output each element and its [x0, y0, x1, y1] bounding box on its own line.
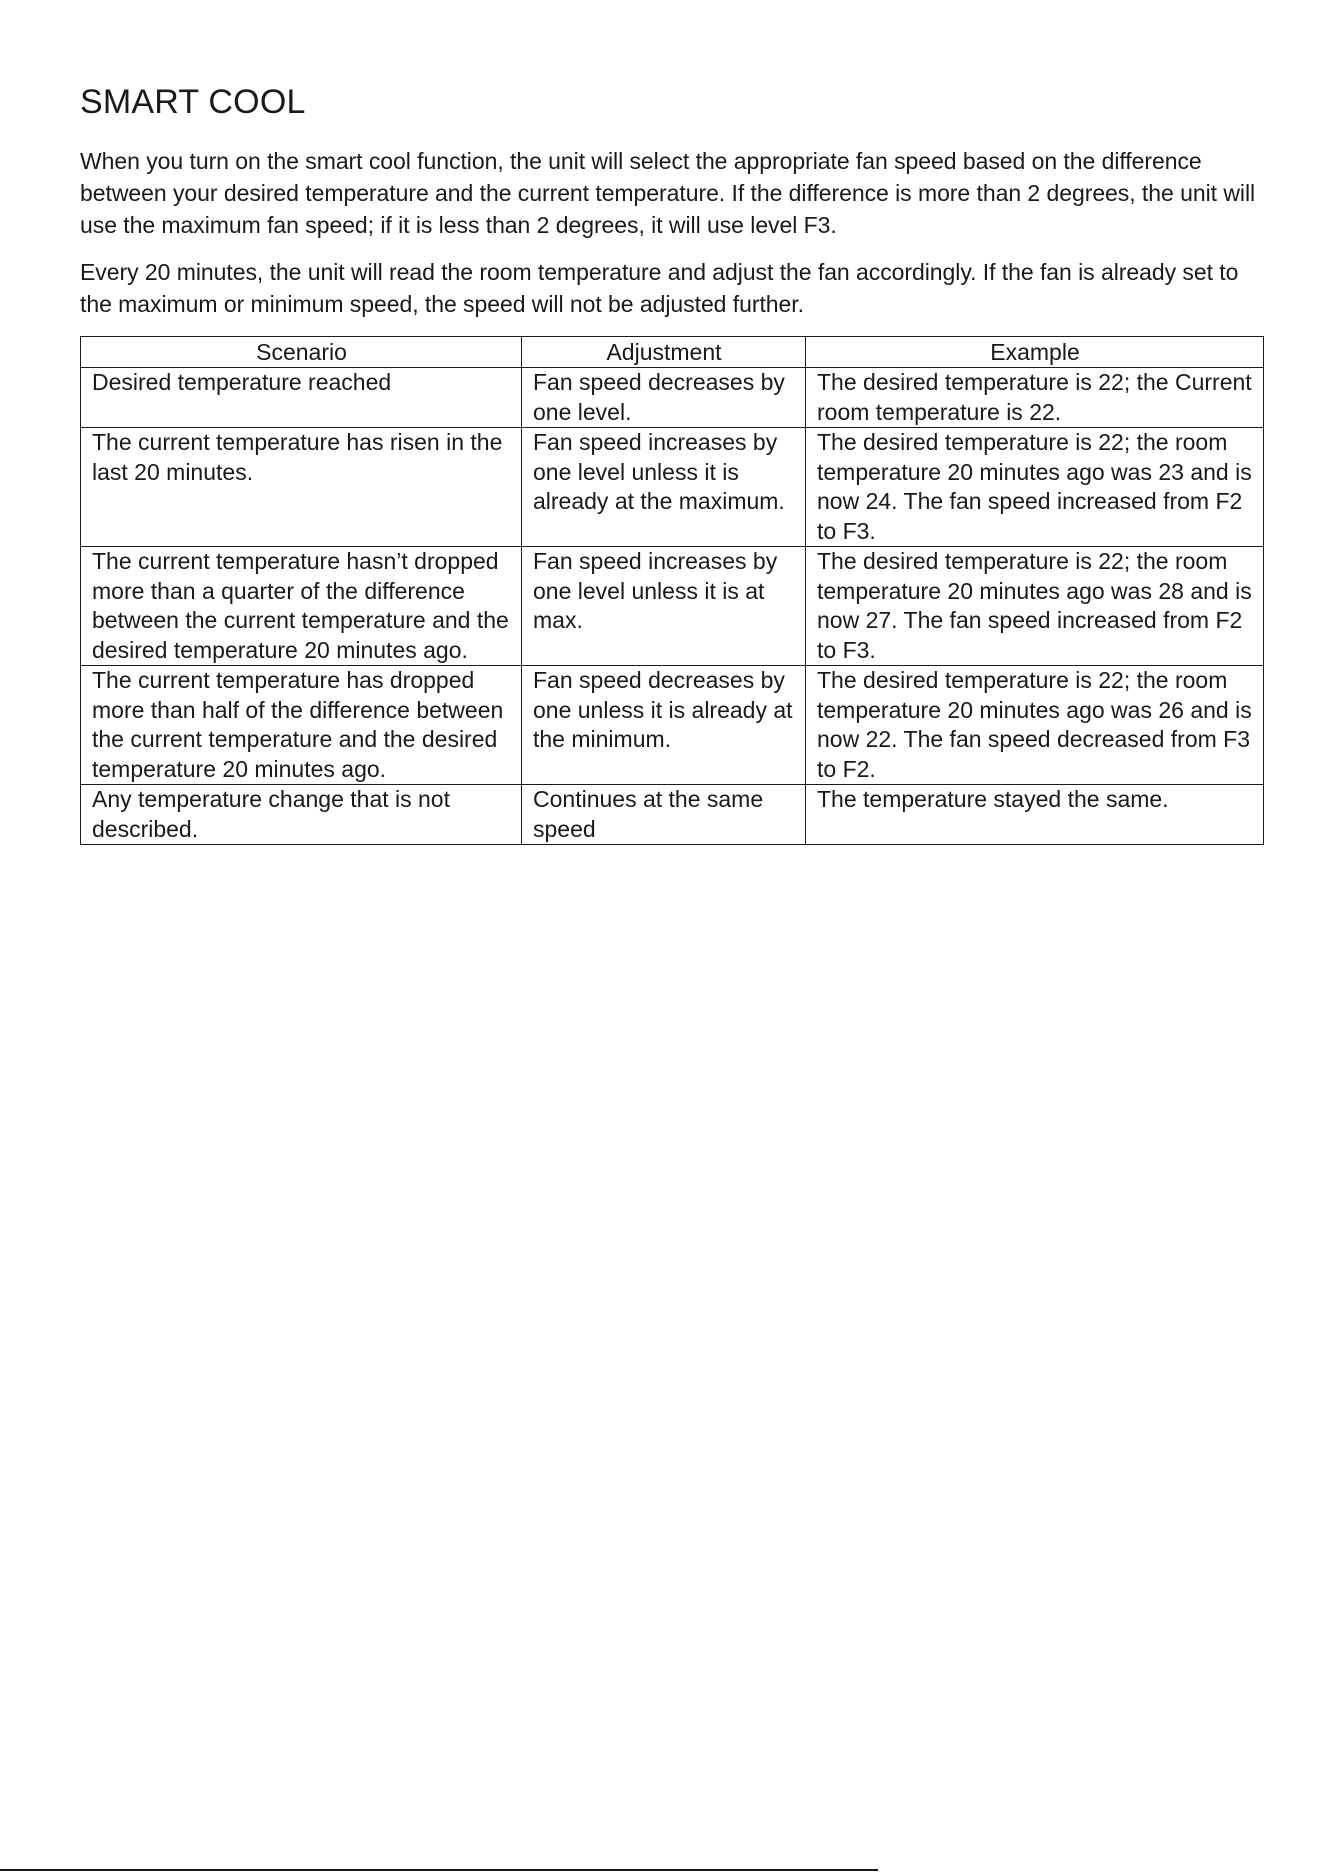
adjustment-cell: Fan speed decreases by one unless it is already at the minimum. [522, 666, 806, 785]
adjustment-cell: Fan speed decreases by one level. [522, 368, 806, 428]
adjustment-cell: Continues at the same speed [522, 785, 806, 845]
intro-paragraph: When you turn on the smart cool function, the unit will select the appropriate fan speed based on the difference between your desired temperature and the current temperature. If the difference is more than 2 degrees, the unit will use the maximum fan speed; if it is less than 2 degrees, it will use level F3. [80, 147, 1256, 238]
example-cell: The temperature stayed the same. [806, 785, 1264, 845]
example-cell: The desired temperature is 22; the Current room temperature is 22. [806, 368, 1264, 428]
adjustment-cell: Fan speed increases by one level unless it is at max. [522, 547, 806, 666]
example-cell: The desired temperature is 22; the room temperature 20 minutes ago was 26 and is now 22. The fan speed decreased from F3 to F2. [806, 666, 1264, 785]
scenario-cell: The current temperature hasn’t dropped more than a quarter of the difference between the current temperature and the desired temperature 20 minutes ago. [81, 547, 522, 666]
section-title: SMART COOL [80, 83, 306, 121]
table-row [81, 785, 1264, 845]
header-scenario: Scenario [81, 336, 522, 368]
interval-paragraph: Every 20 minutes, the unit will read the room temperature and adjust the fan accordingly. If the fan is already set to the maximum or minimum speed, the speed will not be adjusted further. [80, 258, 1239, 317]
scenario-cell: Desired temperature reached [81, 368, 522, 428]
example-cell: The desired temperature is 22; the room temperature 20 minutes ago was 28 and is now 27. The fan speed increased from F2 to F3. [806, 547, 1264, 666]
example-cell: The desired temperature is 22; the room temperature 20 minutes ago was 23 and is now 24. The fan speed increased from F2 to F3. [806, 428, 1264, 547]
fan-adjustment-table [80, 336, 1264, 846]
table-row [81, 428, 1264, 547]
table-row [81, 368, 1264, 428]
header-adjustment: Adjustment [522, 336, 806, 368]
table-row [81, 666, 1264, 785]
adjustment-cell: Fan speed increases by one level unless it is already at the maximum. [522, 428, 806, 547]
scenario-cell: The current temperature has risen in the last 20 minutes. [81, 428, 522, 547]
footer-divider [0, 1869, 878, 1871]
document-page [80, 82, 1262, 845]
table-row [81, 547, 1264, 666]
table-header-row [81, 336, 1264, 368]
scenario-cell: Any temperature change that is not described. [81, 785, 522, 845]
scenario-cell: The current temperature has dropped more than half of the difference between the current temperature and the desired temperature 20 minutes ago. [81, 666, 522, 785]
header-example: Example [806, 336, 1264, 368]
